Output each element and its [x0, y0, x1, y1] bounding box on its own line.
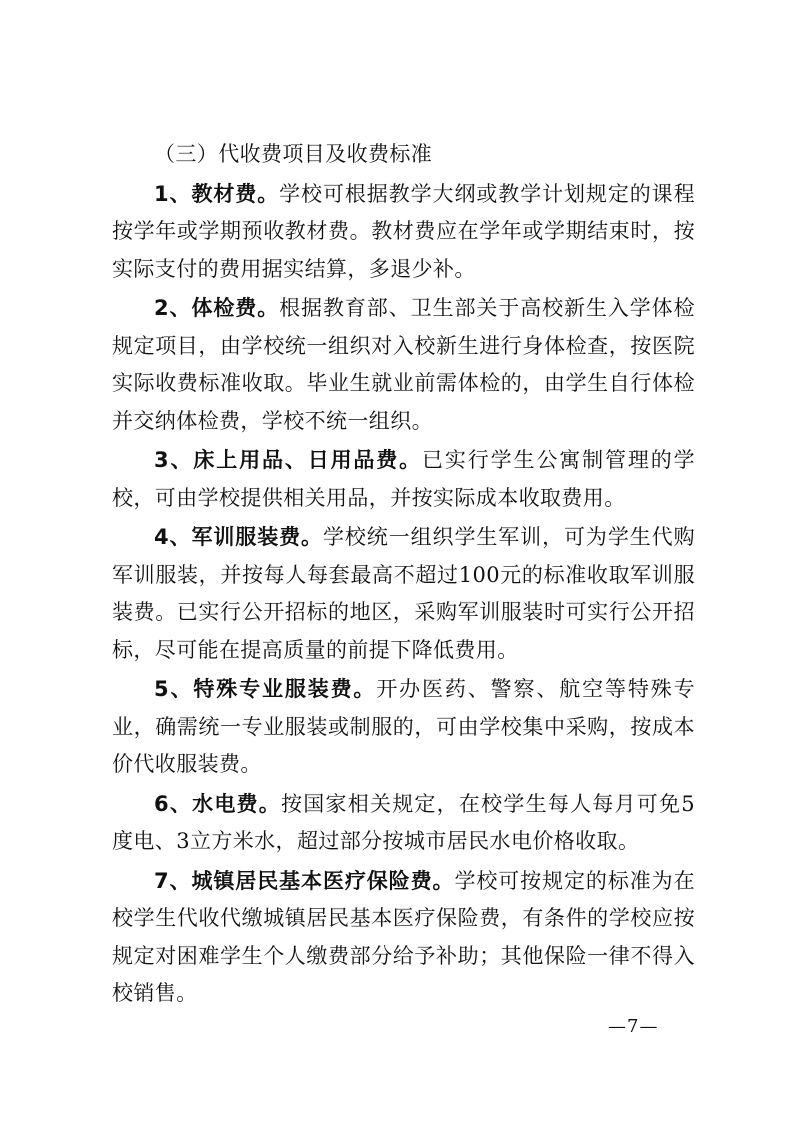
item-5 — [112, 671, 695, 784]
section-heading: （三）代收费项目及收费标准 — [154, 142, 433, 166]
item-number: 4、 — [154, 525, 192, 549]
item-number: 6、 — [154, 791, 193, 816]
item-6 — [112, 786, 695, 861]
item-4 — [112, 519, 695, 669]
item-7 — [112, 863, 695, 1013]
item-number: 2、 — [154, 296, 192, 320]
item-body: 按国家相关规定，在校学生每人每月可免5度电、3立方米水，超过部分按城市居民水电价格收取。 — [112, 791, 695, 853]
item-title: 教材费。 — [191, 181, 280, 206]
item-body: 学校可按规定的标准为在校学生代收代缴城镇居民基本医疗保险费，有条件的学校应按规定对困难学生个人缴费部分给予补助；其他保险一律不得入校销售。 — [112, 868, 695, 1005]
item-title: 特殊专业服装费。 — [193, 677, 377, 701]
item-number: 5、 — [154, 677, 194, 701]
item-body: 学校统一组织学生军训，可为学生代购军训服装，并按每人每套最高不超过100元的标准收取军训服装费。已实行公开招标的地区，采购军训服装时可实行公开招标，尽可能在提高质量的前提下降低费用。 — [112, 525, 695, 662]
document-body — [112, 136, 695, 1015]
item-3 — [112, 442, 695, 517]
item-number: 7、 — [154, 868, 192, 893]
item-title: 体检费。 — [191, 296, 280, 320]
item-body: 学校可根据教学大纲或教学计划规定的课程按学年或学期预收教材费。教材费应在学年或学期结束时，按实际支付的费用据实结算，多退少补。 — [112, 181, 695, 281]
item-number: 3、 — [154, 448, 194, 472]
item-body: 开办医药、警察、航空等特殊专业，确需统一专业服装或制服的，可由学校集中采购，按成本价代收服装费。 — [112, 677, 695, 776]
item-body: 已实行学生公寓制管理的学校，可由学校提供相关用品，并按实际成本收取费用。 — [112, 448, 695, 510]
item-title: 床上用品、日用品费。 — [193, 448, 423, 472]
item-2 — [112, 290, 695, 440]
item-1 — [112, 176, 695, 289]
item-number: 1、 — [154, 181, 192, 206]
item-body: 根据教育部、卫生部关于高校新生入学体检规定项目，由学校统一组织对入校新生进行身体检查，按医院实际收费标准收取。毕业生就业前需体检的，由学生自行体检并交纳体检费，学校不统一组织。 — [112, 296, 695, 433]
item-title: 水电费。 — [192, 791, 282, 816]
page-number: —7— — [608, 1016, 659, 1037]
item-title: 城镇居民基本医疗保险费。 — [191, 868, 455, 893]
item-title: 军训服装费。 — [191, 525, 323, 549]
